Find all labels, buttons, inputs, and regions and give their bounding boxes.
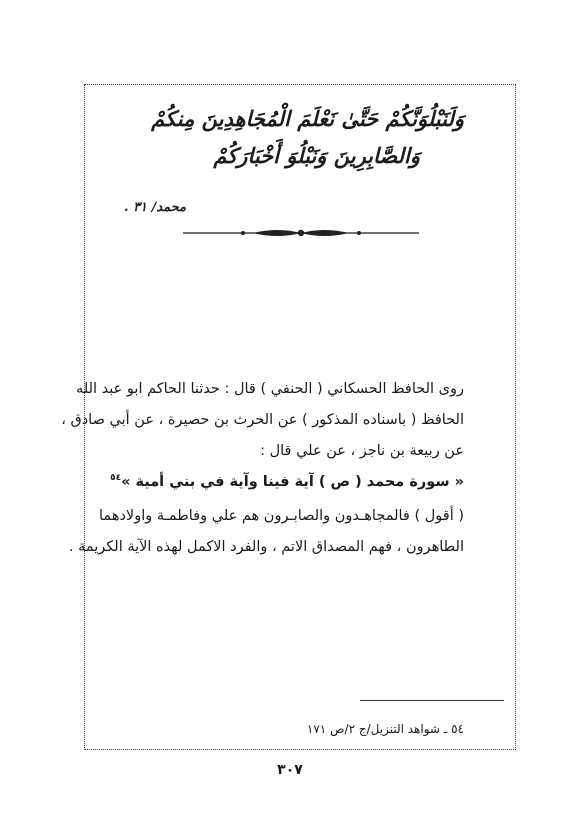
quran-verse-line-2: وَالصَّابِرِينَ وَنَبْلُوَ أَخْبَارَكُمْ (213, 143, 420, 168)
footnote: ٥٤ ـ شواهد التنزيل/ج ٢/ص ١٧١ (306, 722, 464, 736)
quran-verse-line-1: وَلَنَبْلُوَنَّكُمْ حَتَّىٰ نَعْلَمَ الْمُجَاهِدِينَ مِنكُمْ (151, 106, 464, 131)
commentary-line: ( أقول ) فالمجاهـدون والصابـرون هم علي وفاطمـة واولادهما (99, 508, 464, 524)
page-number: ٣٠٧ (277, 762, 303, 778)
verse-reference: محمد/ ٣١ . (124, 200, 186, 215)
hadith-quote-text: « سورة محمد ( ص ) آية فينا وآية في بني أمية » (121, 473, 464, 490)
footnote-marker: ٥٤ (110, 473, 122, 483)
body-text-line: روى الحافظ الحسكاني ( الحنفي ) قال : حدثنا الحاكم ابو عبد الله (76, 381, 464, 397)
commentary-line: الطاهرون ، فهم المصداق الاتم ، والفرد الاكمل لهذه الآية الكريمة . (68, 539, 464, 555)
body-text-line: عن ربيعة بن ناجز ، عن علي قال : (260, 443, 464, 459)
hadith-quote-line (110, 473, 464, 490)
footnote-separator-rule (360, 700, 504, 701)
body-text-line: الحافظ ( باسناده المذكور ) عن الحرث بن حصيرة ، عن أبي صادق ، (61, 412, 464, 428)
decorative-divider-ornament (183, 226, 419, 240)
